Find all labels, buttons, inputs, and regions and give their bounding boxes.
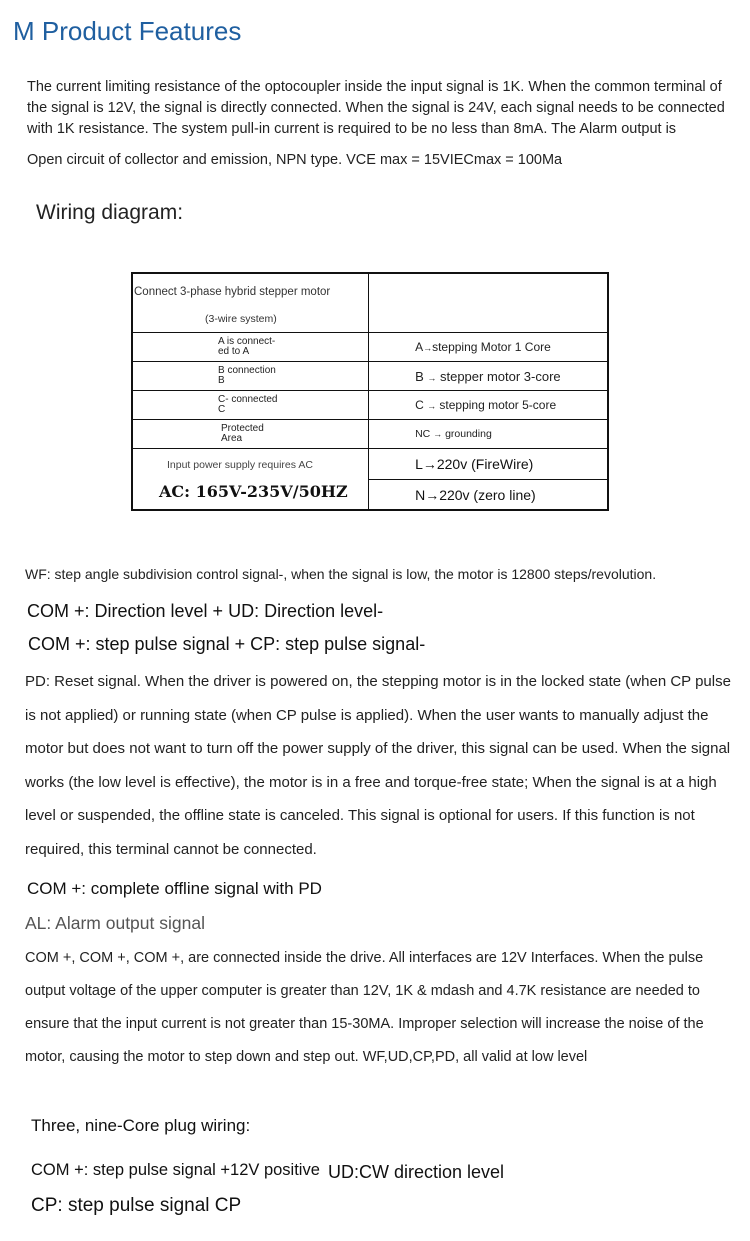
wiring-header-subtitle: (3-wire system) (205, 313, 277, 325)
wire-row-b-right: B → stepper motor 3-core (369, 362, 608, 391)
wire-row-b-left: B connection B (132, 362, 369, 391)
intro-paragraph-2: Open circuit of collector and emission, NPN type. VCE max = 15VIECmax = 100Ma (27, 152, 563, 168)
plug-wiring-heading: Three, nine-Core plug wiring: (31, 1116, 251, 1135)
wiring-table (131, 272, 609, 511)
wiring-header-title: Connect 3-phase hybrid stepper motor (134, 286, 331, 298)
wf-signal-text: WF: step angle subdivision control signal-, when the signal is low, the motor is 12800 steps/revolution. (25, 566, 657, 582)
plug-direction-level: UD:CW direction level (328, 1162, 505, 1182)
pd-reset-paragraph: PD: Reset signal. When the driver is powered on, the stepping motor is in the locked state (when CP pulse is not applied) or running state (when CP pulse is applied). When the user wants to manually adjust the motor but does not want to turn off the power supply of the driver, this signal can be used. When the signal works (the low level is effective), the motor is in a free and torque-free state; When the signal is at a high level or suspended, the offline state is canceled. This signal is optional for users. If this function is not required, this terminal cannot be connected. (25, 673, 731, 858)
wire-row-ground-left: Protected Area (132, 420, 369, 449)
wire-row-a-right: A→stepping Motor 1 Core (369, 333, 608, 362)
power-supply-label: Input power supply requires AC (167, 459, 313, 471)
com-direction-text: COM +: Direction level + UD: Direction level- (27, 601, 384, 621)
com-step-text: COM +: step pulse signal + CP: step pulse signal- (28, 634, 426, 654)
power-supply-value: AC: 165V-235V/50HZ (159, 482, 348, 501)
power-supply-cell (132, 449, 369, 511)
wire-row-c-right: C → stepping motor 5-core (369, 391, 608, 420)
wire-row-ground-right: NC → grounding (369, 420, 608, 449)
page-title: M Product Features (13, 16, 242, 46)
plug-step-pulse-positive: COM +: step pulse signal +12V positive (31, 1161, 320, 1179)
wiring-heading: Wiring diagram: (36, 201, 184, 224)
power-neutral-row: N→220v (zero line) (369, 480, 608, 510)
com-offline-text: COM +: complete offline signal with PD (27, 879, 322, 898)
intro-paragraph: The current limiting resistance of the optocoupler inside the input signal is 1K. When the common terminal of the signal is 12V, the signal is directly connected. When the signal is 24V, each signal needs to be connected with 1K resistance. The system pull-in current is required to be no less than 8mA. The Alarm output is (27, 79, 725, 137)
com-interfaces-paragraph: COM +, COM +, COM +, are connected inside the drive. All interfaces are 12V Interfaces. When the pulse output voltage of the upper computer is greater than 12V, 1K & mdash and 4.7K resistance are needed to ensure that the input current is not greater than 15-30MA. Improper selection will increase the noise of the motor, causing the motor to step down and step out. WF,UD,CP,PD, all valid at low level (25, 950, 704, 1065)
wiring-header-empty (369, 273, 608, 333)
wiring-header-cell (132, 273, 369, 333)
wire-row-a-left: A is connect- ed to A (132, 333, 369, 362)
alarm-output-text: AL: Alarm output signal (25, 913, 205, 933)
power-live-row: L→220v (FireWire) (369, 449, 608, 480)
plug-step-pulse-cp: CP: step pulse signal CP (31, 1195, 242, 1216)
wire-row-c-left: C- connected C (132, 391, 369, 420)
